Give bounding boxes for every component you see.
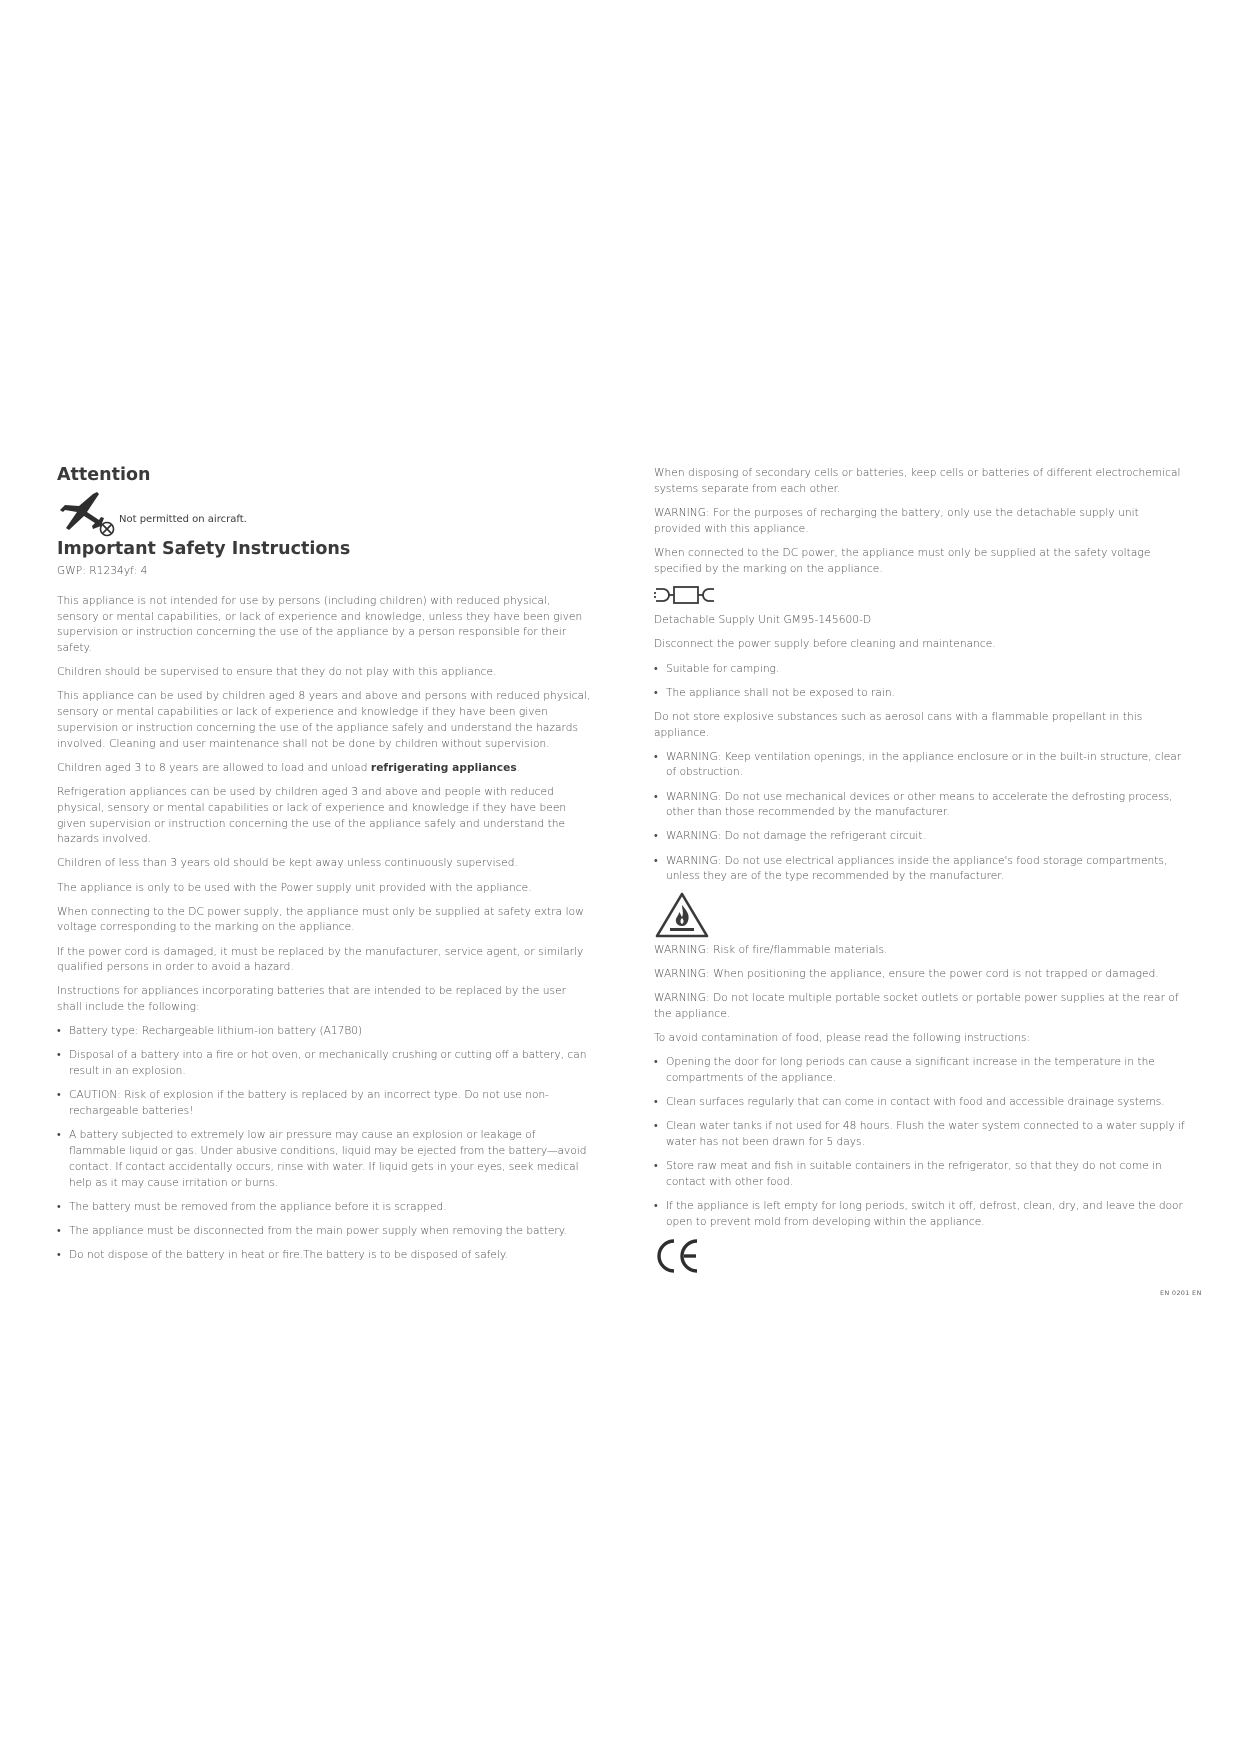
fire-warning-text: WARNING: Risk of fire/flammable materials. — [654, 944, 888, 957]
list-item: • Store raw meat and fish in suitable containers in the refrigerator, so that they do not come in contact with other food. — [654, 1159, 1189, 1191]
list-item: • Opening the door for long periods can cause a significant increase in the temperature in the compartments of the appliance. — [654, 1055, 1189, 1087]
gwp-text: GWP: R1234yf: 4 — [57, 565, 148, 577]
warning-list — [654, 750, 1189, 885]
list-item: • Clean surfaces regularly that can come in contact with food and accessible drainage systems. — [654, 1095, 1189, 1111]
paragraph: Refrigeration appliances can be used by children aged 3 and above and people with reduced physical, sensory or mental capabilities or lack of experience and knowledge if they have been given supervision or instruction concerning the use of the appliance safely and understand the hazards involved. — [57, 785, 567, 846]
list-item: • Clean water tanks if not used for 48 hours. Flush the water system connected to a water supply if water has not been drawn for 5 days. — [654, 1119, 1189, 1151]
paragraph: When connected to the DC power, the appliance must only be supplied at the safety voltage specified by the marking on the appliance. — [654, 546, 1151, 575]
list-item: • A battery subjected to extremely low air pressure may cause an explosion or leakage of flammable liquid or gas. Under abusive conditions, liquid may be ejected from the battery—avoid contact. If contact accidentally occurs, rinse with water. If liquid gets in your eyes, seek medical help as it may cause irritation or burns. — [57, 1128, 592, 1191]
flammable-warning-icon — [654, 891, 710, 939]
list-item: • WARNING: Do not damage the refrigerant circuit. — [654, 829, 1189, 845]
list-item: • WARNING: Do not use mechanical devices or other means to accelerate the defrosting process, other than those recommended by the manufacturer. — [654, 790, 1189, 822]
usage-list — [654, 662, 1189, 702]
left-column — [57, 462, 592, 1264]
food-hygiene-list — [654, 1055, 1189, 1230]
paragraph: WARNING: When positioning the appliance, ensure the power cord is not trapped or damaged. — [654, 968, 1159, 981]
paragraph: Children of less than 3 years old should be kept away unless continuously supervised. — [57, 857, 518, 870]
list-item: • If the appliance is left empty for long periods, switch it off, defrost, clean, dry, and leave the door open to prevent mold from developing within the appliance. — [654, 1199, 1189, 1231]
paragraph: Instructions for appliances incorporating batteries that are intended to be replaced by the user shall include the following: — [57, 985, 567, 1014]
paragraph: This appliance is not intended for use by persons (including children) with reduced physical, sensory or mental capabilities, or lack of experience and knowledge, unless they have been given supervision or instruction concerning the use of the appliance by a person responsible for their safety. — [57, 594, 583, 655]
paragraph: Do not store explosive substances such as aerosol cans with a flammable propellant in this appliance. — [654, 710, 1143, 739]
paragraph: WARNING: For the purposes of recharging the battery, only use the detachable supply unit provided with this appliance. — [654, 506, 1139, 535]
list-item: • Disposal of a battery into a fire or hot oven, or mechanically crushing or cutting off a battery, can result in an explosion. — [57, 1048, 592, 1080]
paragraph: The appliance is only to be used with the Power supply unit provided with the appliance. — [57, 881, 532, 894]
detachable-supply-unit-icon — [654, 583, 718, 607]
list-item: • WARNING: Keep ventilation openings, in the appliance enclosure or in the built-in structure, clear of obstruction. — [654, 750, 1189, 782]
list-item: • Battery type: Rechargeable lithium-ion battery (A17B0) — [57, 1024, 592, 1040]
paragraph: When disposing of secondary cells or batteries, keep cells or batteries of different electrochemical systems separate from each other. — [654, 467, 1181, 495]
supply-icon-box — [654, 583, 1189, 609]
safety-title: Important Safety Instructions — [57, 539, 351, 559]
list-item: • The battery must be removed from the appliance before it is scrapped. — [57, 1200, 592, 1216]
list-item: • The appliance shall not be exposed to rain. — [654, 686, 1189, 702]
list-item: • Suitable for camping. — [654, 662, 1189, 678]
fire-icon-box — [654, 891, 1189, 939]
paragraph-text: Children aged 3 to 8 years are allowed to load and unload — [57, 761, 371, 774]
paragraph — [57, 761, 592, 777]
no-aircraft-icon — [57, 490, 117, 538]
right-column — [654, 466, 1189, 1277]
battery-list — [57, 1024, 592, 1263]
paragraph-bold-text: refrigerating appliances — [370, 761, 517, 774]
aircraft-notice-text: Not permitted on aircraft. — [119, 514, 247, 525]
supply-unit-label: Detachable Supply Unit GM95-145600-D — [654, 614, 872, 627]
list-item: • CAUTION: Risk of explosion if the battery is replaced by an incorrect type. Do not use non-rechargeable batteries! — [57, 1088, 592, 1120]
ce-mark-icon — [654, 1237, 702, 1275]
list-item: • WARNING: Do not use electrical appliances inside the appliance's food storage compartments, unless they are of the type recommended by the manufacturer. — [654, 854, 1189, 886]
paragraph: Children should be supervised to ensure that they do not play with this appliance. — [57, 666, 497, 679]
paragraph: To avoid contamination of food, please read the following instructions: — [654, 1032, 1031, 1045]
paragraph: This appliance can be used by children aged 8 years and above and persons with reduced physical, sensory or mental capabilities or lack of experience and knowledge if they have been given supervision or instruction concerning the use of the appliance safely and understand the hazards involved. Cleaning and user maintenance shall not be done by children without supervision. — [57, 690, 591, 750]
aircraft-notice-row — [57, 490, 592, 538]
ce-mark-box — [654, 1237, 1189, 1277]
list-item: • Do not dispose of the battery in heat or fire.The battery is to be disposed of safely. — [57, 1248, 592, 1264]
paragraph: WARNING: Do not locate multiple portable socket outlets or portable power supplies at the rear of the appliance. — [654, 992, 1179, 1021]
paragraph: Disconnect the power supply before cleaning and maintenance. — [654, 638, 996, 651]
page-footer-code: EN 0201 EN — [1160, 1289, 1202, 1297]
list-item: • The appliance must be disconnected from the main power supply when removing the battery. — [57, 1224, 592, 1240]
paragraph: When connecting to the DC power supply, the appliance must only be supplied at safety extra low voltage corresponding to the marking on the appliance. — [57, 905, 584, 934]
paragraph: If the power cord is damaged, it must be replaced by the manufacturer, service agent, or similarly qualified persons in order to avoid a hazard. — [57, 945, 584, 974]
attention-title: Attention — [57, 465, 151, 485]
paragraph-text: . — [516, 761, 521, 774]
